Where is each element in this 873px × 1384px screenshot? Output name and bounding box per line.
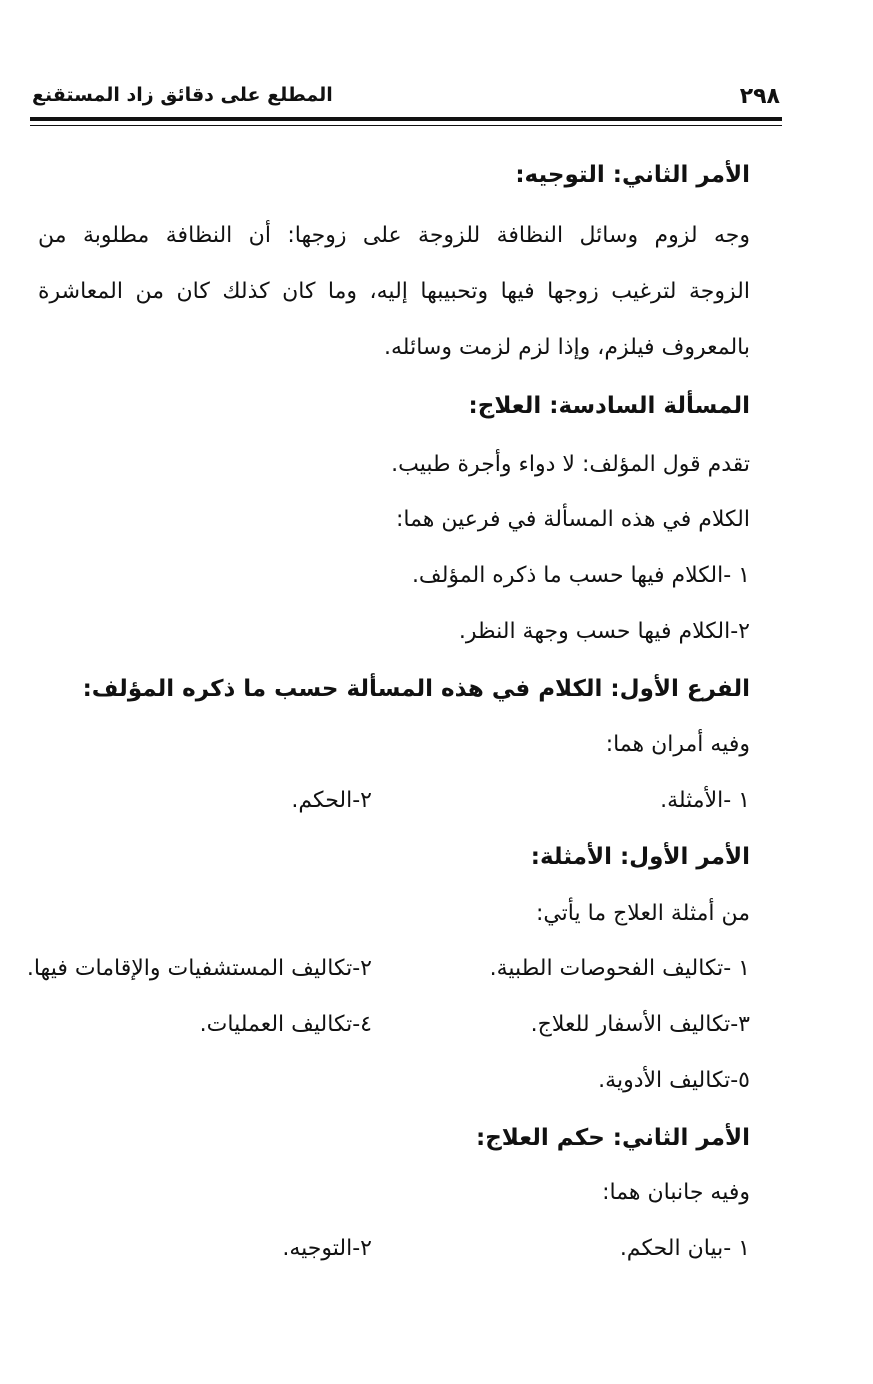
list-item: ١ -الكلام فيها حسب ما ذكره المؤلف. bbox=[411, 563, 750, 588]
paragraph-line: تقدم قول المؤلف: لا دواء وأجرة طبيب. bbox=[391, 452, 750, 477]
heading-second-matter-direction: الأمر الثاني: التوجيه: bbox=[515, 162, 750, 188]
page-header bbox=[32, 82, 780, 116]
heading-sixth-issue-treatment: المسألة السادسة: العلاج: bbox=[468, 393, 750, 419]
header-rule-thin bbox=[30, 125, 782, 126]
paragraph-line: الكلام في هذه المسألة في فرعين هما: bbox=[395, 507, 750, 532]
paragraph-line: الزوجة لترغيب زوجها فيها وتحبيبها إليه، وما كان كذلك كان من المعاشرة bbox=[38, 279, 750, 304]
list-item: ٢-تكاليف المستشفيات والإقامات فيها. bbox=[26, 956, 372, 981]
list-item: ٢-الكلام فيها حسب وجهة النظر. bbox=[458, 619, 750, 644]
paragraph-line: من أمثلة العلاج ما يأتي: bbox=[535, 901, 750, 926]
paragraph-line: بالمعروف فيلزم، وإذا لزم لزمت وسائله. bbox=[384, 335, 750, 360]
list-item: ٣-تكاليف الأسفار للعلاج. bbox=[530, 1012, 750, 1037]
running-title: المطلع على دقائق زاد المستقنع bbox=[32, 84, 333, 106]
page-number: ٢٩٨ bbox=[739, 84, 780, 109]
heading-first-branch: الفرع الأول: الكلام في هذه المسألة حسب ما ذكره المؤلف: bbox=[82, 676, 750, 702]
list-item: ١ -تكاليف الفحوصات الطبية. bbox=[489, 956, 750, 981]
list-item: ٢-الحكم. bbox=[291, 788, 372, 813]
heading-first-matter-examples: الأمر الأول: الأمثلة: bbox=[530, 844, 750, 870]
paragraph-line: وفيه أمران هما: bbox=[605, 732, 750, 757]
list-item: ١ -الأمثلة. bbox=[660, 788, 750, 813]
header-rule-thick bbox=[30, 117, 782, 121]
heading-second-matter-ruling: الأمر الثاني: حكم العلاج: bbox=[476, 1125, 750, 1151]
list-item: ٥-تكاليف الأدوية. bbox=[598, 1068, 750, 1093]
list-item: ٢-التوجيه. bbox=[282, 1236, 372, 1261]
list-item: ١ -بيان الحكم. bbox=[619, 1236, 750, 1261]
paragraph-line: وفيه جانبان هما: bbox=[602, 1180, 750, 1205]
list-item: ٤-تكاليف العمليات. bbox=[199, 1012, 372, 1037]
paragraph-line: وجه لزوم وسائل النظافة للزوجة على زوجها: أن النظافة مطلوبة من bbox=[38, 223, 750, 248]
